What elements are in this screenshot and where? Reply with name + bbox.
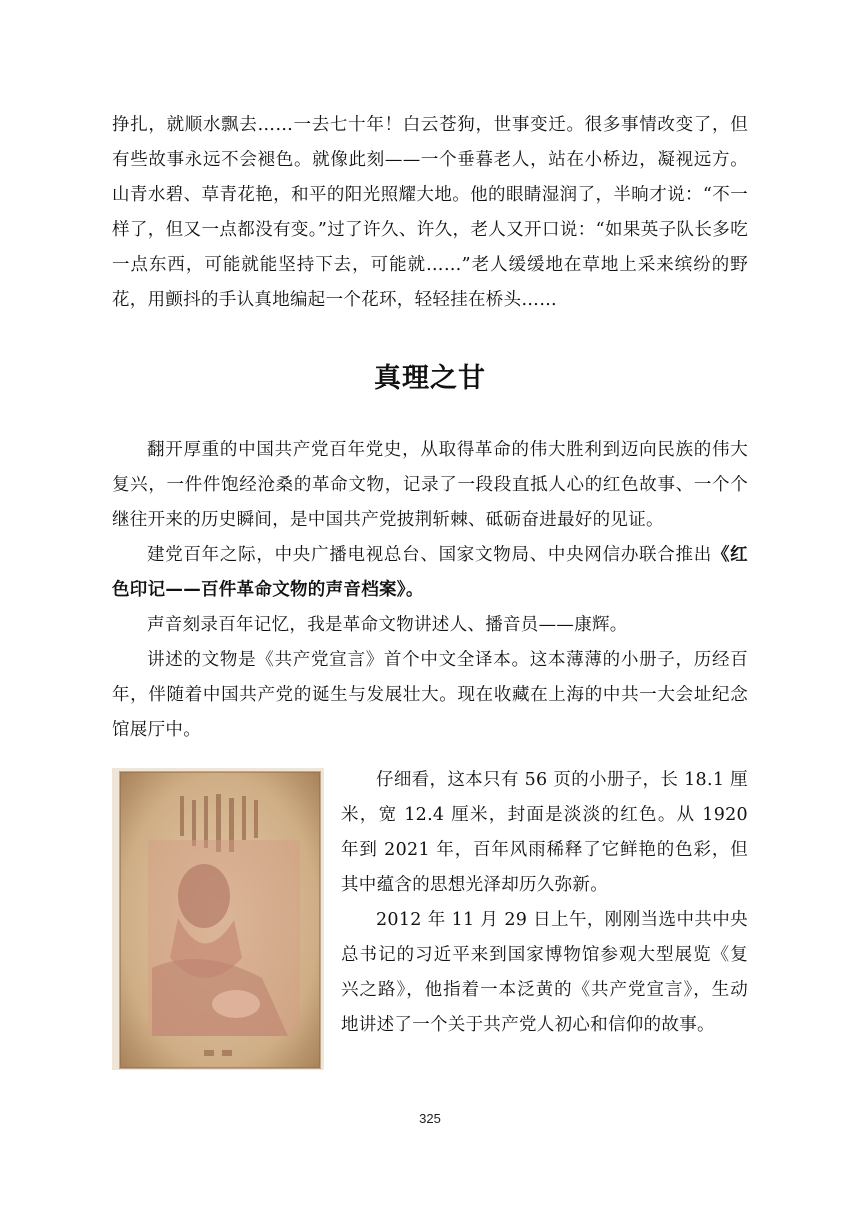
program-suffix: 。: [405, 580, 424, 600]
section-title: 真理之甘: [374, 363, 486, 394]
page-number: 325: [419, 1111, 441, 1126]
paragraph-intro: 翻开厚重的中国共产党百年党史，从取得革命的伟大胜利到迈向民族的伟大复兴，一件件饱经沧桑的革命文物，记录了一段段直抵人心的红色故事、一个个继往开来的历史瞬间，是中国共产党披荆斩棘、砥砺奋进最好的见证。: [112, 440, 748, 530]
paragraph-program: [112, 538, 748, 608]
paragraph-artifact: 讲述的文物是《共产党宣言》首个中文全译本。这本薄薄的小册子，历经百年，伴随着中国共产党的诞生与发展壮大。现在收藏在上海的中共一大会址纪念馆展厅中。: [112, 650, 748, 740]
paragraph-description: 仔细看，这本只有 56 页的小册子，长 18.1 厘米，宽 12.4 厘米，封面是淡淡的红色。从 1920 年到 2021 年，百年风雨稀释了它鲜艳的色彩，但其中蕴含的思想光泽却历久弥新。: [341, 770, 748, 895]
program-title: 《红色印记——百件革命文物的声音档案》: [112, 545, 748, 600]
paragraph-narrator: 声音刻录百年记忆，我是革命文物讲述人、播音员——康辉。: [147, 615, 628, 635]
program-prefix: 建党百年之际，中央广播电视总台、国家文物局、中央网信办联合推出: [147, 545, 712, 565]
manifesto-cover-photo: [112, 768, 324, 1070]
paragraph-story-ending: 挣扎，就顺水飘去……一去七十年！白云苍狗，世事变迁。很多事情改变了，但有些故事永远不会褪色。就像此刻——一个垂暮老人，站在小桥边，凝视远方。山青水碧、草青花艳，和平的阳光照耀大地。他的眼睛湿润了，半晌才说：“不一样了，但又一点都没有变。”过了许久、许久，老人又开口说：“如果英子队长多吃一点东西，可能就能坚持下去，可能就……”老人缓缓地在草地上采来缤纷的野花，用颤抖的手认真地编起一个花环，轻轻挂在桥头……: [112, 115, 748, 310]
paragraph-anecdote: 2012 年 11 月 29 日上午，刚刚当选中共中央总书记的习近平来到国家博物馆参观大型展览《复兴之路》，他指着一本泛黄的《共产党宣言》，生动地讲述了一个关于共产党人初心和信仰的故事。: [341, 910, 748, 1035]
